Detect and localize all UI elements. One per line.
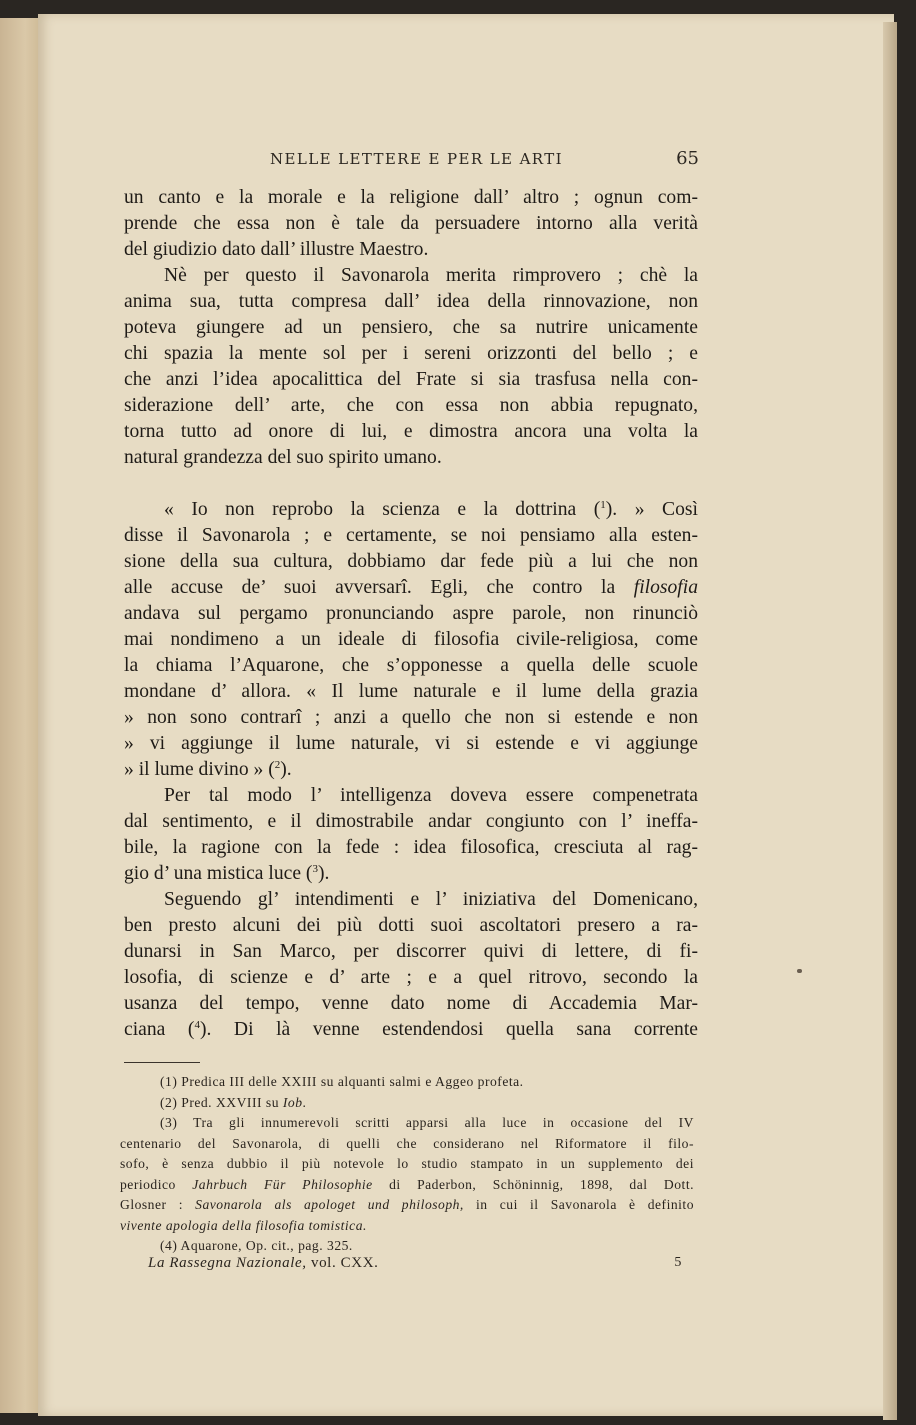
main-text	[124, 185, 698, 1043]
text-line: andava sul pergamo pronunciando aspre parole, non rinunciò	[124, 603, 698, 624]
footnote-ref: 2	[274, 759, 281, 771]
text-line: ben presto alcuni dei più dotti suoi ascoltatori presero a ra-	[124, 915, 698, 936]
footnote-1: (1) Predica III delle XXIII su alquanti salmi e Aggeo profeta.	[160, 1074, 524, 1089]
footnote-3-line: vivente apologia della filosofia tomistica.	[120, 1217, 367, 1233]
text-line: Per tal modo l’ intelligenza doveva essere compenetrata	[164, 785, 698, 806]
footnote-4: (4) Aquarone, Op. cit., pag. 325.	[160, 1238, 353, 1253]
text-line: dal sentimento, e il dimostrabile andar congiunto con l’ ineffa-	[124, 811, 698, 832]
text-line: gio d’ una mistica luce ($^3$).	[124, 863, 330, 884]
journal-title: La Rassegna Nazionale,	[148, 1255, 307, 1271]
page-footer	[148, 1255, 682, 1272]
text-line: del giudizio dato dall’ illustre Maestro.	[124, 239, 429, 260]
text-line: » il lume divino » ($^2$).	[124, 759, 292, 780]
footnote-3-line: periodico Jahrbuch Für Philosophie di Paderbon, Schöninnig, 1898, dal Dott.	[120, 1176, 694, 1192]
text-line: prende che essa non è tale da persuadere intorno alla verità	[124, 213, 698, 234]
footnote-ref: 4	[194, 1019, 200, 1031]
text-line: la chiama l’Aquarone, che s’opponesse a quella delle scuole	[124, 655, 698, 676]
facing-page-edge	[0, 18, 42, 1413]
text-line: alle accuse de’ suoi avversarî. Egli, che contro la filosofia	[124, 577, 698, 598]
text-line: Nè per questo il Savonarola merita rimprovero ; chè la	[164, 265, 698, 286]
text-line: siderazione dell’ arte, che con essa non abbia repugnato,	[124, 395, 698, 416]
page-number: 65	[676, 148, 699, 169]
text-line: usanza del tempo, venne dato nome di Accademia Mar-	[124, 993, 698, 1014]
text-line: che anzi l’idea apocalittica del Frate si sia trasfusa nella con-	[124, 369, 698, 390]
running-header	[270, 148, 702, 172]
text-line: natural grandezza del suo spirito umano.	[124, 447, 442, 468]
footnote-3-line: Glosner : Savonarola als apologet und philosoph, in cui il Savonarola è definito	[120, 1197, 695, 1212]
text-line: mai nondimeno a un ideale di filosofia civile-religiosa, come	[124, 629, 698, 650]
text-line: losofia, di scienze e d’ arte ; e a quel ritrovo, secondo la	[124, 967, 698, 988]
footnote-3: (3) Tra gli innumerevoli scritti apparsi alla luce in occasione del IV	[160, 1115, 694, 1130]
text-line: disse il Savonarola ; e certamente, se noi pensiamo alla esten-	[124, 525, 698, 546]
footnote-2: (2) Pred. XXVIII su Iob.	[160, 1094, 307, 1110]
footnote-ref: 1	[600, 499, 606, 511]
text-line: ciana ($^4$). Di là venne estendendosi quella sana corrente	[124, 1019, 698, 1040]
ink-speck	[797, 969, 802, 973]
text-line: « Io non reprobo la scienza e la dottrina ($^1$). » Così	[164, 499, 698, 520]
volume-label: vol. CXX.	[310, 1255, 379, 1271]
text-line: mondane d’ allora. « Il lume naturale e il lume della grazia	[124, 681, 698, 702]
running-title: NELLE LETTERE E PER LE ARTI	[270, 150, 563, 168]
footnote-3-line: sofo, è senza dubbio il più notevole lo studio stampato in un supplemento dei	[120, 1156, 694, 1171]
text-line: anima sua, tutta compresa dall’ idea della rinnovazione, non	[124, 291, 698, 312]
text-line: Seguendo gl’ intendimenti e l’ iniziativa del Domenicano,	[164, 889, 698, 910]
text-line: chi spazia la mente sol per i sereni orizzonti del bello ; e	[124, 343, 698, 364]
text-line: sione della sua cultura, dobbiamo dar fede più a lui che non	[124, 551, 698, 572]
text-line: » non sono contrarî ; anzi a quello che non si estende e non	[124, 707, 698, 728]
text-line: » vi aggiunge il lume naturale, vi si estende e vi aggiunge	[124, 733, 698, 754]
footnote-rule	[124, 1062, 200, 1063]
text-line: torna tutto ad onore di lui, e dimostra ancora una volta la	[124, 421, 698, 442]
text-line: poteva giungere ad un pensiero, che sa nutrire unicamente	[124, 317, 698, 338]
footnote-ref: 3	[312, 863, 318, 875]
page-stack-edge	[883, 22, 897, 1420]
text-line: un canto e la morale e la religione dall’ altro ; ognun com-	[124, 187, 698, 208]
paragraph-gap	[124, 471, 698, 497]
footnotes	[120, 1072, 694, 1257]
signature-mark: 5	[674, 1255, 682, 1270]
footnote-3-line: centenario del Savonarola, di quelli che considerano nel Riformatore il filo-	[120, 1135, 694, 1151]
text-line: dunarsi in San Marco, per discorrer quivi di lettere, di fi-	[124, 941, 698, 962]
text-line: bile, la ragione con la fede : idea filosofica, cresciuta al rag-	[124, 837, 698, 858]
